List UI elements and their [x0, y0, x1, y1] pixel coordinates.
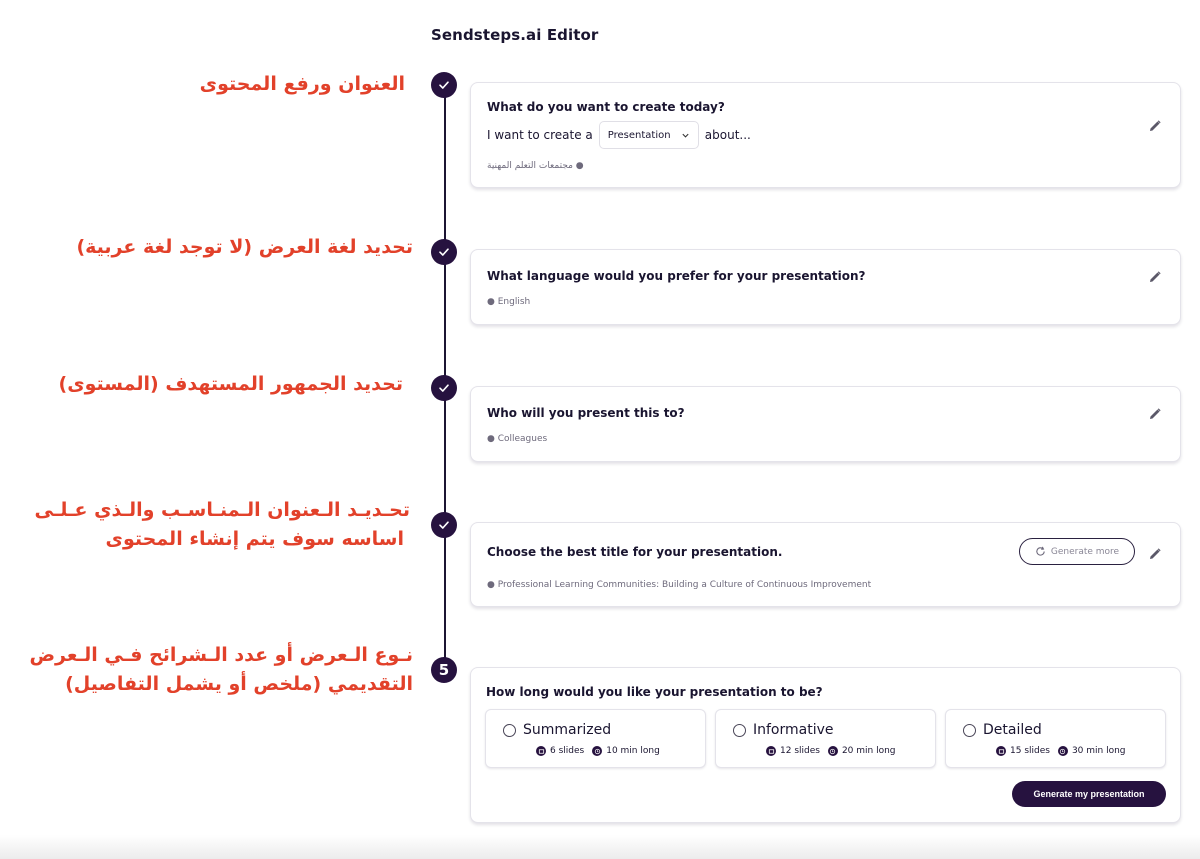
- step-2-complete-badge: [431, 239, 457, 265]
- step-3-question: Who will you present this to?: [487, 406, 685, 420]
- pencil-icon: [1148, 270, 1162, 284]
- clock-icon: [828, 746, 838, 756]
- step-1-card: [470, 82, 1181, 188]
- slides-count: 6 slides: [550, 746, 585, 756]
- check-icon: [438, 246, 450, 258]
- slides-icon: [536, 746, 546, 756]
- edit-step-3-button[interactable]: [1148, 406, 1162, 420]
- pencil-icon: [1148, 407, 1162, 421]
- pencil-icon: [1148, 547, 1162, 561]
- option-label: Detailed: [983, 722, 1042, 738]
- annotation-step-5-line-2: التقديمي (ملخص أو يشمل التفاصيل): [65, 673, 413, 695]
- annotation-step-2: تحديد لغة العرض (لا توجد لغة عربية): [76, 236, 413, 258]
- check-icon: [438, 79, 450, 91]
- check-icon: [438, 382, 450, 394]
- option-summarized[interactable]: [485, 709, 706, 768]
- annotation-step-5-line-1: نـوع الـعرض أو عدد الـشرائح فـي الـعرض: [29, 644, 413, 666]
- slides-count: 15 slides: [1010, 746, 1050, 756]
- page-title: Sendsteps.ai Editor: [431, 26, 599, 44]
- option-meta: [766, 746, 896, 756]
- radio-informative[interactable]: [733, 724, 746, 737]
- edit-step-4-button[interactable]: [1148, 546, 1162, 560]
- step-2-answer: ● English: [487, 297, 531, 307]
- step-2-question: What language would you prefer for your presentation?: [487, 269, 866, 283]
- bottom-fade: [0, 835, 1200, 859]
- check-icon: [438, 519, 450, 531]
- annotation-step-3: تحديد الجمهور المستهدف (المستوى): [58, 373, 403, 395]
- content-type-value: Presentation: [607, 129, 671, 141]
- step-4-card: [470, 522, 1181, 607]
- annotation-step-1: العنوان ورفع المحتوى: [199, 73, 405, 95]
- pencil-icon: [1148, 119, 1162, 133]
- option-informative[interactable]: [715, 709, 936, 768]
- radio-detailed[interactable]: [963, 724, 976, 737]
- step-2-card: [470, 249, 1181, 325]
- radio-summarized[interactable]: [503, 724, 516, 737]
- step-1-complete-badge: [431, 72, 457, 98]
- step-3-complete-badge: [431, 375, 457, 401]
- step-4-question: Choose the best title for your presentation.: [487, 545, 783, 559]
- slides-icon: [766, 746, 776, 756]
- slides-count: 12 slides: [780, 746, 820, 756]
- slides-icon: [996, 746, 1006, 756]
- annotation-step-4-line-1: تحـديـد الـعنوان الـمنـاسـب والـذي عـلـى: [34, 499, 410, 521]
- step-1-answer: ● مجتمعات التعلم المهنية: [487, 161, 584, 171]
- refresh-icon: [1035, 546, 1046, 557]
- generate-more-label: Generate more: [1050, 546, 1120, 557]
- generate-more-button[interactable]: [1019, 538, 1135, 565]
- step-4-complete-badge: [431, 512, 457, 538]
- step-5-card: [470, 667, 1181, 823]
- duration: 30 min long: [1071, 746, 1126, 756]
- sentence-prefix: I want to create a: [487, 128, 593, 142]
- content-type-select[interactable]: [599, 121, 699, 149]
- option-label: Informative: [753, 722, 834, 738]
- step-3-card: [470, 386, 1181, 462]
- step-1-question: What do you want to create today?: [487, 100, 725, 114]
- create-sentence: [487, 121, 751, 149]
- option-meta: [536, 746, 660, 756]
- edit-step-2-button[interactable]: [1148, 269, 1162, 283]
- annotation-step-4-line-2: اساسه سوف يتم إنشاء المحتوى: [105, 528, 404, 550]
- sentence-suffix: about...: [704, 128, 751, 142]
- generate-presentation-button[interactable]: Generate my presentation: [1012, 781, 1166, 807]
- duration: 10 min long: [606, 746, 660, 756]
- step-4-answer: ● Professional Learning Communities: Building a Culture of Continuous Improvement: [487, 580, 872, 590]
- option-meta: [996, 746, 1126, 756]
- option-detailed[interactable]: [945, 709, 1166, 768]
- option-label: Summarized: [523, 722, 612, 738]
- step-5-question: How long would you like your presentation to be?: [486, 685, 823, 699]
- step-5-number-badge: 5: [431, 657, 457, 683]
- clock-icon: [1058, 746, 1068, 756]
- edit-step-1-button[interactable]: [1148, 118, 1162, 132]
- chevron-down-icon: [681, 131, 690, 140]
- duration: 20 min long: [841, 746, 896, 756]
- clock-icon: [592, 746, 602, 756]
- step-3-answer: ● Colleagues: [487, 434, 548, 444]
